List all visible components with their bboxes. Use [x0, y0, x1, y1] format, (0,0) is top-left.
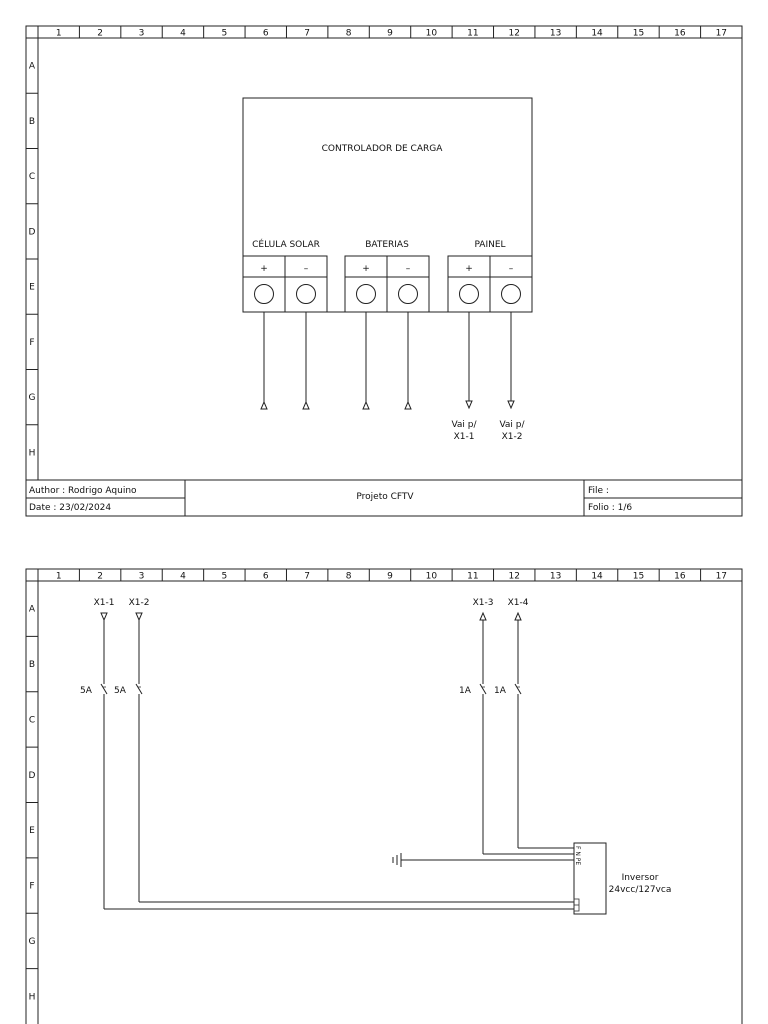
inverter-terminal-labels: F N PE — [574, 846, 581, 866]
folio-field: Folio : 1/6 — [588, 503, 633, 513]
grid-row-label: F — [29, 337, 35, 348]
target-label-line1: Vai p/ — [451, 420, 477, 430]
fuse-rating-label: 1A — [459, 686, 471, 696]
terminal-label-x1-1: X1-1 — [93, 598, 115, 608]
grid-column-label: 5 — [221, 28, 228, 39]
grid-column-label: 8 — [345, 28, 352, 39]
connector-arrow-icon — [303, 402, 309, 409]
target-label-line1: Vai p/ — [499, 420, 525, 430]
grid-column-label: 9 — [387, 28, 393, 39]
grid-column-label: 15 — [632, 571, 645, 582]
grid-column-label: 14 — [591, 28, 603, 39]
target-label-line2: X1-1 — [453, 432, 475, 442]
grid-column-label: 15 — [632, 28, 645, 39]
grid-column-label: 5 — [221, 571, 228, 582]
sheet-2 — [26, 569, 742, 1024]
grid-row-label: F — [29, 881, 35, 892]
fuse-icon — [136, 684, 142, 694]
grid-column-label: 17 — [715, 571, 728, 582]
grid-column-label: 10 — [425, 28, 438, 39]
grid-column-label: 1 — [55, 571, 62, 582]
grid-column-label: 6 — [262, 28, 269, 39]
connector-arrow-icon — [261, 402, 267, 409]
grid-column-label: 2 — [97, 571, 103, 582]
terminal-label-x1-4: X1-4 — [507, 598, 529, 608]
sheet-2-wires — [104, 620, 574, 909]
grid-column-label: 13 — [549, 28, 562, 39]
grid-column-label: 3 — [138, 28, 145, 39]
connector-arrow-icon — [508, 401, 514, 408]
group-label-baterias: BATERIAS — [365, 240, 409, 250]
terminal-block-baterias — [345, 256, 429, 312]
connector-arrow-icon — [101, 613, 107, 620]
target-label-line2: X1-2 — [501, 432, 523, 442]
connector-arrow-icon — [136, 613, 142, 620]
ground-icon — [393, 853, 401, 867]
sheet-1-border — [26, 26, 742, 516]
plus-sign: + — [260, 264, 268, 274]
grid-column-label: 16 — [674, 28, 686, 39]
minus-sign: – — [508, 264, 514, 274]
grid-row-label: G — [28, 936, 36, 947]
grid-column-label: 12 — [508, 571, 520, 582]
grid-column-label: 13 — [549, 571, 562, 582]
grid-column-label: 12 — [508, 28, 520, 39]
fuse-icon — [515, 684, 521, 694]
title-block — [26, 480, 742, 516]
grid-column-label: 10 — [425, 571, 438, 582]
grid-column-label: 7 — [304, 571, 311, 582]
minus-sign: – — [303, 264, 309, 274]
fuse-icon — [480, 684, 486, 694]
connector-arrow-icon — [515, 613, 521, 620]
grid-column-label: 16 — [674, 571, 686, 582]
project-field: Projeto CFTV — [356, 492, 414, 502]
grid-column-label: 4 — [180, 571, 186, 582]
author-field: Author : Rodrigo Aquino — [29, 486, 137, 496]
sheet-1 — [26, 26, 742, 516]
grid-column-label: 4 — [180, 28, 186, 39]
terminal-block-celula-solar — [243, 256, 327, 312]
inverter-name: Inversor — [621, 873, 659, 883]
grid-column-label: 14 — [591, 571, 603, 582]
connector-arrow-icon — [480, 613, 486, 620]
connector-arrow-icon — [466, 401, 472, 408]
sheet-1-wires — [261, 312, 514, 409]
terminal-screw-icon — [357, 285, 376, 304]
grid-column-label: 2 — [97, 28, 103, 39]
plus-sign: + — [465, 264, 473, 274]
terminal-screw-icon — [502, 285, 521, 304]
grid-row-label: E — [29, 282, 35, 293]
terminal-label-x1-3: X1-3 — [472, 598, 494, 608]
fuse-rating-label: 5A — [114, 686, 126, 696]
grid-column-label: 3 — [138, 571, 145, 582]
plus-sign: + — [362, 264, 370, 274]
grid-row-label: D — [28, 770, 36, 781]
sheet-2-border — [26, 569, 742, 1024]
grid-row-label: H — [28, 448, 36, 459]
fuse-rating-label: 5A — [80, 686, 92, 696]
grid-column-label: 7 — [304, 28, 311, 39]
grid-column-label: 9 — [387, 571, 393, 582]
date-field: Date : 23/02/2024 — [29, 503, 112, 513]
grid-row-label: E — [29, 826, 35, 837]
grid-row-label: C — [28, 715, 36, 726]
grid-column-label: 1 — [55, 28, 62, 39]
group-label-painel: PAINEL — [474, 240, 506, 250]
file-field: File : — [588, 486, 609, 496]
grid-row-label: H — [28, 992, 36, 1003]
terminal-screw-icon — [399, 285, 418, 304]
grid-row-label: B — [28, 116, 36, 127]
terminal-screw-icon — [460, 285, 479, 304]
controller-title: CONTROLADOR DE CARGA — [321, 144, 443, 154]
fuse-icon — [101, 684, 107, 694]
grid-column-label: 17 — [715, 28, 728, 39]
terminal-label-x1-2: X1-2 — [128, 598, 150, 608]
grid-column-label: 11 — [467, 571, 479, 582]
grid-column-label: 8 — [345, 571, 352, 582]
terminal-block-painel — [448, 256, 532, 312]
terminal-screw-icon — [255, 285, 274, 304]
grid-row-label: A — [28, 61, 36, 72]
grid-row-label: C — [28, 172, 36, 183]
minus-sign: – — [405, 264, 411, 274]
connector-arrow-icon — [363, 402, 369, 409]
terminal-screw-icon — [297, 285, 316, 304]
inverter-rating: 24vcc/127vca — [608, 885, 672, 895]
grid-row-label: B — [28, 660, 36, 671]
grid-row-label: D — [28, 227, 36, 238]
group-label-celula-solar: CÉLULA SOLAR — [252, 240, 320, 250]
grid-column-label: 11 — [467, 28, 479, 39]
grid-row-label: G — [28, 393, 36, 404]
connector-arrow-icon — [405, 402, 411, 409]
fuse-rating-label: 1A — [494, 686, 506, 696]
grid-column-label: 6 — [262, 571, 269, 582]
grid-row-label: A — [28, 604, 36, 615]
